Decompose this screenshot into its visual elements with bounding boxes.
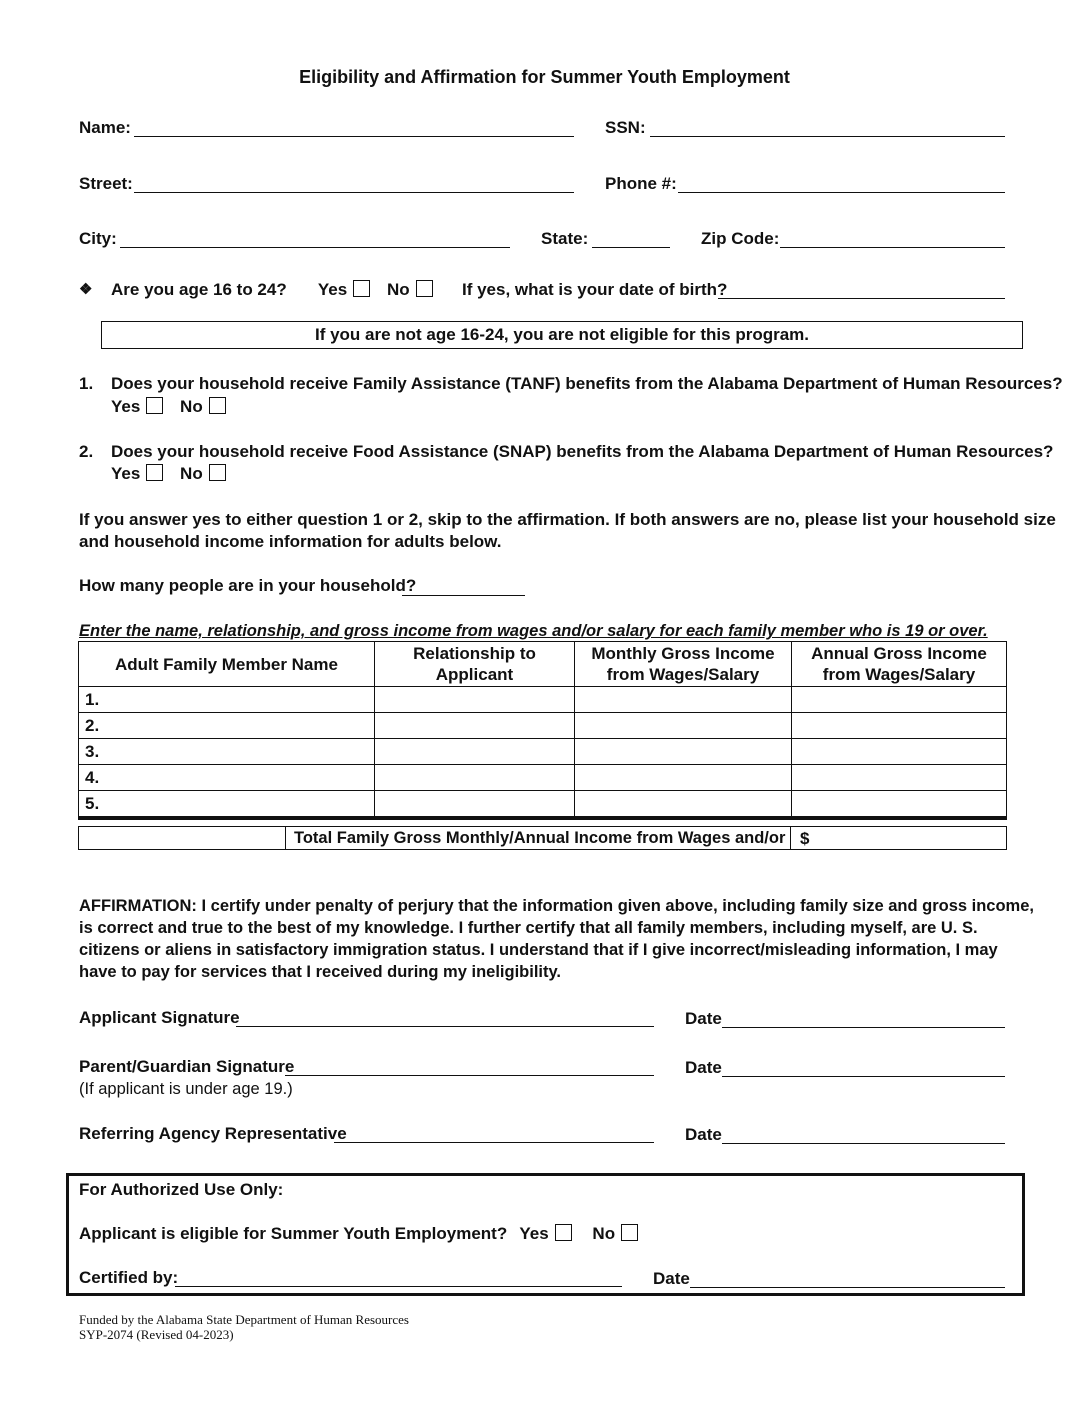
name-field[interactable] [134,136,574,137]
agency-signature-label: Referring Agency Representative [79,1124,347,1143]
annual-income-cell[interactable] [792,713,1007,739]
monthly-income-cell[interactable] [575,687,792,713]
street-field[interactable] [134,192,574,193]
agency-signature-field[interactable] [334,1142,654,1143]
table-row [79,713,1007,739]
street-label: Street: [79,174,133,193]
instructions-line-2: and household income information for adults below. [79,532,502,551]
parent-signature-label: Parent/Guardian Signature [79,1057,295,1076]
affirmation-line-1: AFFIRMATION: I certify under penalty of perjury that the information given above, including family size and gross income, [79,897,1034,915]
table-row [79,687,1007,713]
row-number[interactable]: 5. [79,791,375,819]
state-label: State: [541,229,589,248]
eligible-no-checkbox[interactable] [621,1224,638,1241]
table-header-row [79,642,1007,687]
agency-date-label: Date [685,1125,722,1144]
row-number[interactable]: 3. [79,739,375,765]
affirmation-line-2: is correct and true to the best of my knowledge. I further certify that all family members, including myself, are U. S. [79,919,978,937]
row-number[interactable]: 1. [79,687,375,713]
parent-signature-note: (If applicant is under age 19.) [79,1080,293,1098]
monthly-income-cell[interactable] [575,765,792,791]
relationship-cell[interactable] [375,791,575,819]
header-relationship: Relationship to Applicant [375,642,575,687]
footer-form-number: SYP-2074 (Revised 04-2023) [79,1327,234,1342]
zip-label: Zip Code: [701,229,780,248]
city-label: City: [79,229,117,248]
income-table [78,641,1007,820]
total-divider-2 [790,826,791,849]
applicant-date-field[interactable] [722,1027,1005,1028]
page-title: Eligibility and Affirmation for Summer Youth Employment [299,67,790,87]
header-monthly-income: Monthly Gross Income from Wages/Salary [575,642,792,687]
age-no-checkbox[interactable] [416,280,433,297]
ssn-label: SSN: [605,118,646,137]
agency-date-field[interactable] [722,1143,1005,1144]
q2-yes-checkbox[interactable] [146,464,163,481]
dob-label: If yes, what is your date of birth? [462,280,728,299]
certified-date-field[interactable] [690,1287,1005,1288]
header-member-name: Adult Family Member Name [79,642,375,687]
total-amount[interactable]: $ [800,829,810,848]
table-row [79,765,1007,791]
dob-field[interactable] [718,298,1005,299]
instructions-line-1: If you answer yes to either question 1 or 2, skip to the affirmation. If both answers are no, please list your household size [79,510,1056,529]
age-question [111,280,445,300]
affirmation-line-4: have to pay for services that I received during my ineligibility. [79,963,562,981]
phone-field[interactable] [678,192,1005,193]
annual-income-cell[interactable] [792,765,1007,791]
question-1-number: 1. [79,374,94,393]
household-question: How many people are in your household? [79,576,417,595]
relationship-cell[interactable] [375,765,575,791]
applicant-signature-field[interactable] [236,1026,654,1027]
annual-income-cell[interactable] [792,739,1007,765]
state-field[interactable] [592,247,670,248]
total-divider-1 [285,826,286,849]
name-label: Name: [79,118,131,137]
q2-no-checkbox[interactable] [209,464,226,481]
bullet-icon: ❖ [79,281,93,298]
q1-no-checkbox[interactable] [209,397,226,414]
eligible-question-text: Applicant is eligible for Summer Youth Employment? [79,1224,508,1243]
annual-income-cell[interactable] [792,687,1007,713]
q1-yes-checkbox[interactable] [146,397,163,414]
age-no-label: No [386,280,410,299]
q1-no-label: No [180,397,203,416]
monthly-income-cell[interactable] [575,791,792,819]
eligible-yes-label: Yes [519,1224,549,1243]
age-question-text: Are you age 16 to 24? [111,280,287,299]
parent-date-field[interactable] [722,1076,1005,1077]
parent-signature-field[interactable] [285,1075,654,1076]
parent-date-label: Date [685,1058,722,1077]
monthly-income-cell[interactable] [575,739,792,765]
question-2-options [111,464,238,484]
age-yes-checkbox[interactable] [353,280,370,297]
authorized-heading: For Authorized Use Only: [79,1180,284,1199]
relationship-cell[interactable] [375,713,575,739]
eligibility-notice-text: If you are not age 16-24, you are not eligible for this program. [314,325,810,344]
affirmation-line-3: citizens or aliens in satisfactory immigration status. I understand that if I give incorrect/misleading information, I may [79,941,998,959]
certified-date-label: Date [653,1269,690,1288]
question-2-text: Does your household receive Food Assistance (SNAP) benefits from the Alabama Department of Human Resources? [111,442,1054,461]
city-field[interactable] [120,247,510,248]
certified-by-label: Certified by: [79,1268,179,1287]
age-yes-label: Yes [317,280,348,299]
total-label: Total Family Gross Monthly/Annual Income from Wages and/or [294,829,786,847]
eligible-yes-checkbox[interactable] [555,1224,572,1241]
applicant-date-label: Date [685,1009,722,1028]
row-number[interactable]: 4. [79,765,375,791]
certified-by-field[interactable] [175,1286,622,1287]
footer-funding: Funded by the Alabama State Department of Human Resources [79,1312,409,1327]
applicant-signature-label: Applicant Signature [79,1008,240,1027]
zip-field[interactable] [780,247,1005,248]
question-1-text: Does your household receive Family Assistance (TANF) benefits from the Alabama Department of Human Resources? [111,374,1063,393]
eligible-question [79,1224,650,1244]
question-1-options [111,397,238,417]
table-row [79,739,1007,765]
annual-income-cell[interactable] [792,791,1007,819]
header-annual-income: Annual Gross Income from Wages/Salary [792,642,1007,687]
phone-label: Phone #: [605,174,677,193]
table-row [79,791,1007,819]
eligibility-notice [101,321,1023,349]
question-2-number: 2. [79,442,94,461]
table-intro: Enter the name, relationship, and gross income from wages and/or salary for each family member who is 19 or over. [79,622,988,640]
eligible-no-label: No [592,1224,616,1243]
row-number[interactable]: 2. [79,713,375,739]
q2-no-label: No [180,464,203,483]
household-size-field[interactable] [402,595,525,596]
monthly-income-cell[interactable] [575,713,792,739]
relationship-cell[interactable] [375,739,575,765]
relationship-cell[interactable] [375,687,575,713]
q1-yes-label: Yes [111,397,141,416]
q2-yes-label: Yes [111,464,141,483]
ssn-field[interactable] [650,136,1005,137]
